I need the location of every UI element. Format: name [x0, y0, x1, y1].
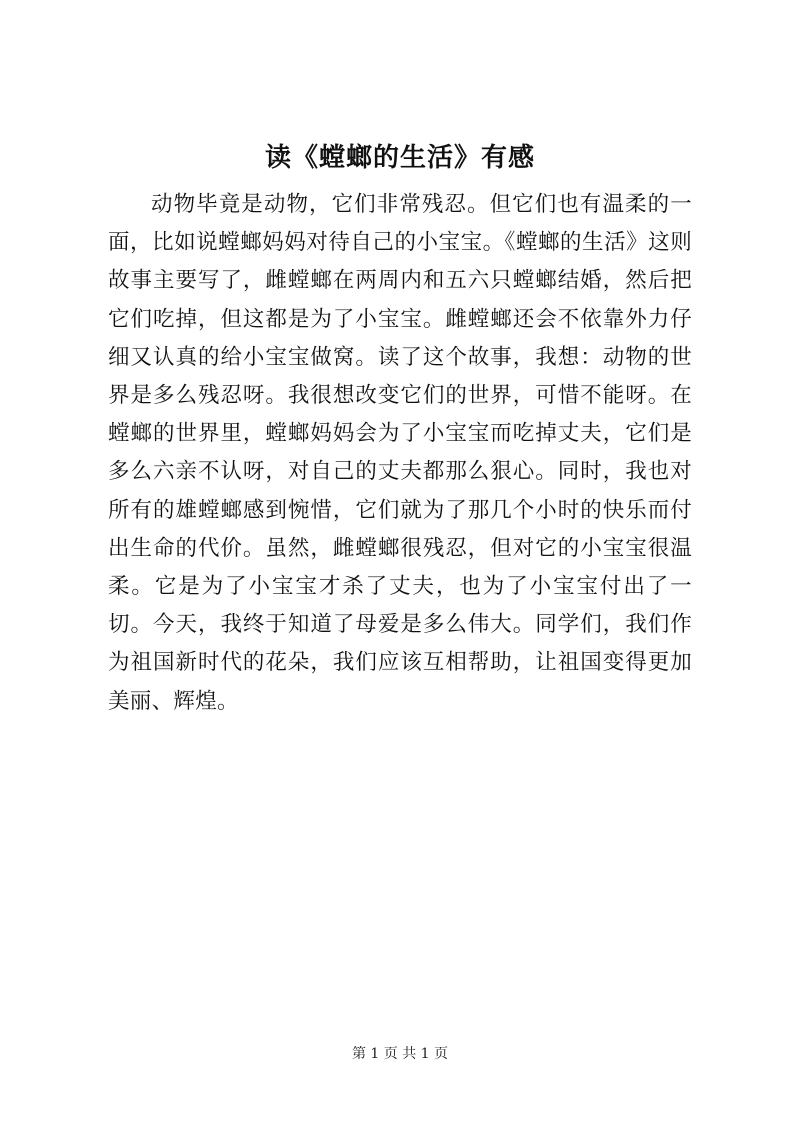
page-footer: 第 1 页 共 1 页 [351, 1046, 449, 1062]
body-paragraph: 动物毕竟是动物，它们非常残忍。但它们也有温柔的一面，比如说螳螂妈妈对待自己的小宝宝。《螳螂的生活》这则故事主要写了，雌螳螂在两周内和五六只螳螂结婚，然后把它们吃掉，但这都是为了小宝宝。雌螳螂还会不依靠外力仔细又认真的给小宝宝做窝。读了这个故事，我想：动物的世界是多么残忍呀。我很想改变它们的世界，可惜不能呀。在螳螂的世界里，螳螂妈妈会为了小宝宝而吃掉丈夫，它们是多么六亲不认呀，对自己的丈夫都那么狠心。同时，我也对所有的雄螳螂感到惋惜，它们就为了那几个小时的快乐而付出生命的代价。虽然，雌螳螂很残忍，但对它的小宝宝很温柔。它是为了小宝宝才杀了丈夫，也为了小宝宝付出了一切。今天，我终于知道了母爱是多么伟大。同学们，我们作为祖国新时代的花朵，我们应该互相帮助，让祖国变得更加美丽、辉煌。 [108, 192, 692, 714]
document-title: 读《螳螂的生活》有感 [264, 143, 535, 173]
